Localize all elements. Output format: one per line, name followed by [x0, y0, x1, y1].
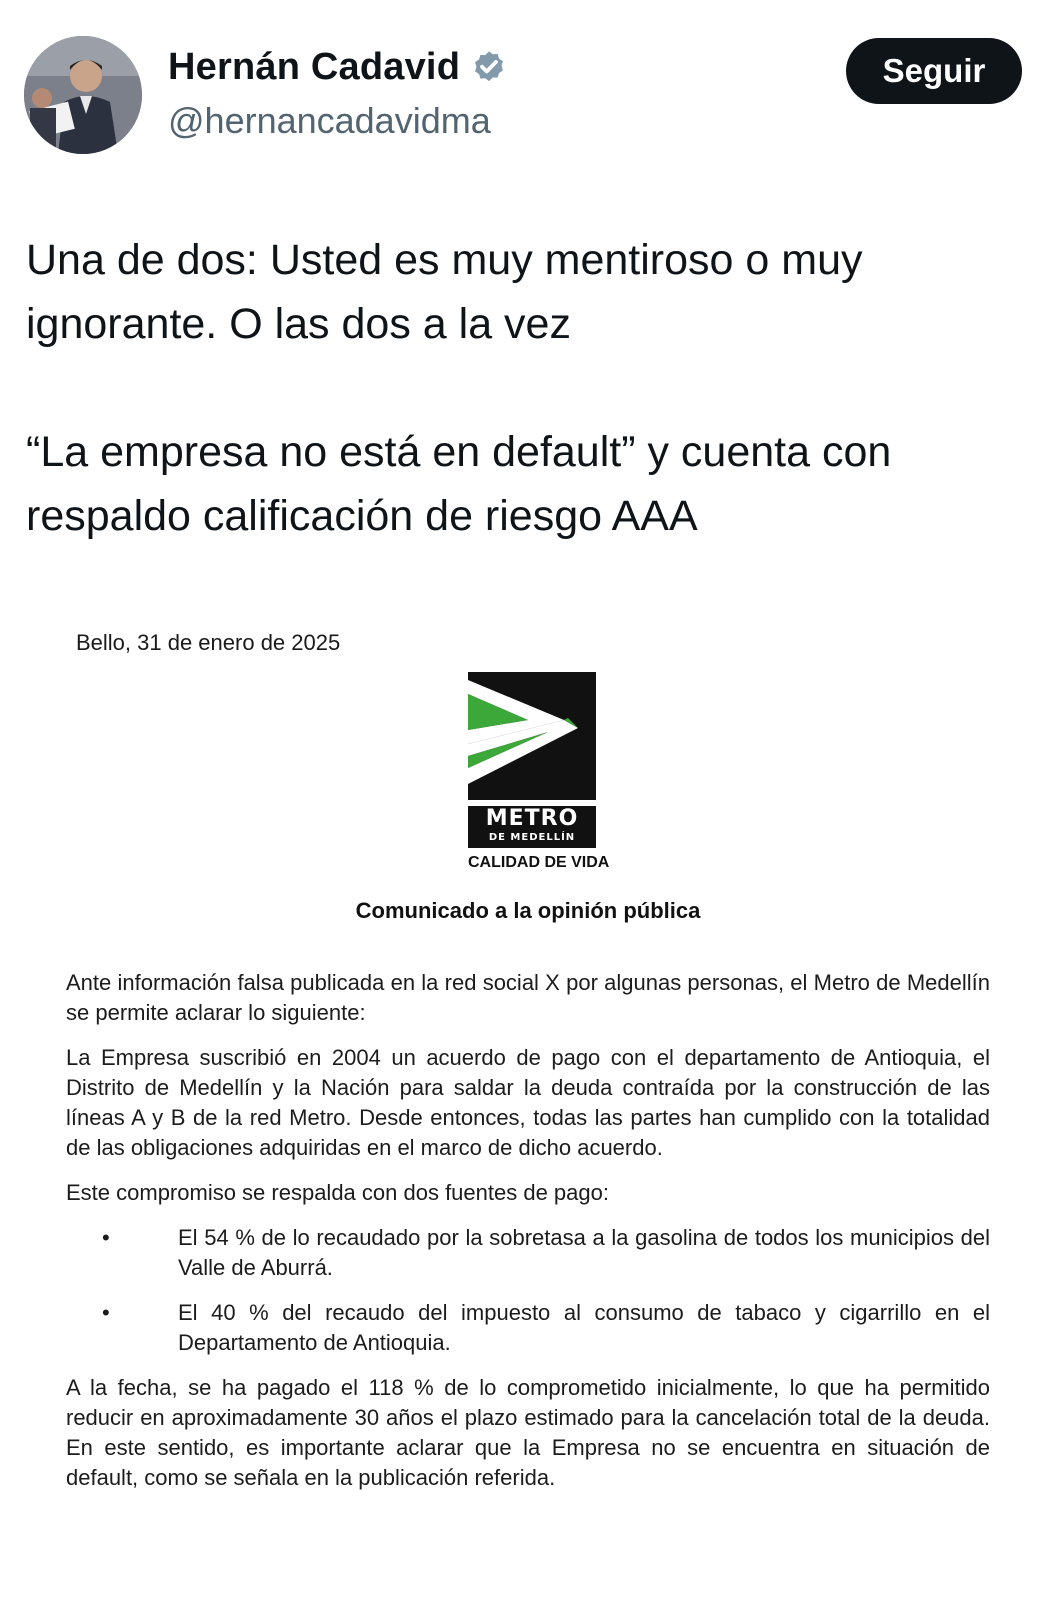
- document-body: [66, 968, 990, 1508]
- document-bullet-list: [66, 1223, 990, 1358]
- document-paragraph-1: Ante información falsa publicada en la red social X por algunas personas, el Metro de Medellín se permite aclarar lo siguiente:: [66, 970, 990, 1025]
- bullet-icon: •: [102, 1300, 110, 1325]
- author-display-name[interactable]: Hernán Cadavid: [168, 46, 461, 88]
- metro-logo-wordmark: [468, 806, 596, 848]
- tweet-line-gap: [26, 356, 1036, 420]
- attached-document-image[interactable]: [0, 600, 1056, 1600]
- bullet-icon: •: [102, 1225, 110, 1250]
- tweet-text: [26, 228, 1036, 548]
- author-handle[interactable]: @hernancadavidma: [168, 100, 491, 141]
- document-bullet-text: El 54 % de lo recaudado por la sobretasa a la gasolina de todos los municipios del Valle de Aburrá.: [178, 1225, 990, 1280]
- tweet-line-1: Una de dos: Usted es muy mentiroso o muy ignorante. O las dos a la vez: [26, 236, 863, 348]
- document-date: Bello, 31 de enero de 2025: [76, 630, 341, 655]
- document-closing-paragraph: A la fecha, se ha pagado el 118 % de lo comprometido inicialmente, lo que ha permitido reducir en aproximadamente 30 años el plazo estimado para la cancelación total de la deuda. En este sentido, es importante aclarar que la Empresa no se encuentra en situación de default, como se señala en la publicación referida.: [66, 1375, 990, 1490]
- document-title: Comunicado a la opinión pública: [355, 898, 701, 923]
- follow-button[interactable]: Seguir: [846, 38, 1022, 104]
- author-name-row: [168, 46, 508, 89]
- metro-logo-tagline: CALIDAD DE VIDA: [468, 854, 610, 871]
- document-paragraph-2: La Empresa suscribió en 2004 un acuerdo de pago con el departamento de Antioquia, el Distrito de Medellín y la Nación para saldar la deuda contraída por la construcción de las líneas A y B de la red Metro. Desde entonces, todas las partes han cumplido con la totalidad de las obligaciones adquiridas en el marco de dicho acuerdo.: [66, 1045, 990, 1160]
- avatar[interactable]: [24, 36, 142, 154]
- document-bullet-item: [66, 1298, 990, 1358]
- metro-logo: [468, 672, 610, 872]
- metro-logo-text: METRO: [485, 806, 579, 831]
- document-bullet-item: [66, 1223, 990, 1283]
- metro-m-icon: [468, 672, 596, 800]
- metro-logo-subtext: DE MEDELLÍN: [488, 832, 576, 843]
- tweet-line-2: “La empresa no está en default” y cuenta con respaldo calificación de riesgo AAA: [26, 428, 892, 540]
- verified-badge-icon: [470, 49, 508, 87]
- avatar-photo: [24, 36, 142, 154]
- metro-logo-mark: [468, 672, 596, 800]
- document-bullet-text: El 40 % del recaudo del impuesto al consumo de tabaco y cigarrillo en el Departamento de Antioquia.: [178, 1300, 990, 1355]
- document-paragraph-3: Este compromiso se respalda con dos fuentes de pago:: [66, 1180, 609, 1205]
